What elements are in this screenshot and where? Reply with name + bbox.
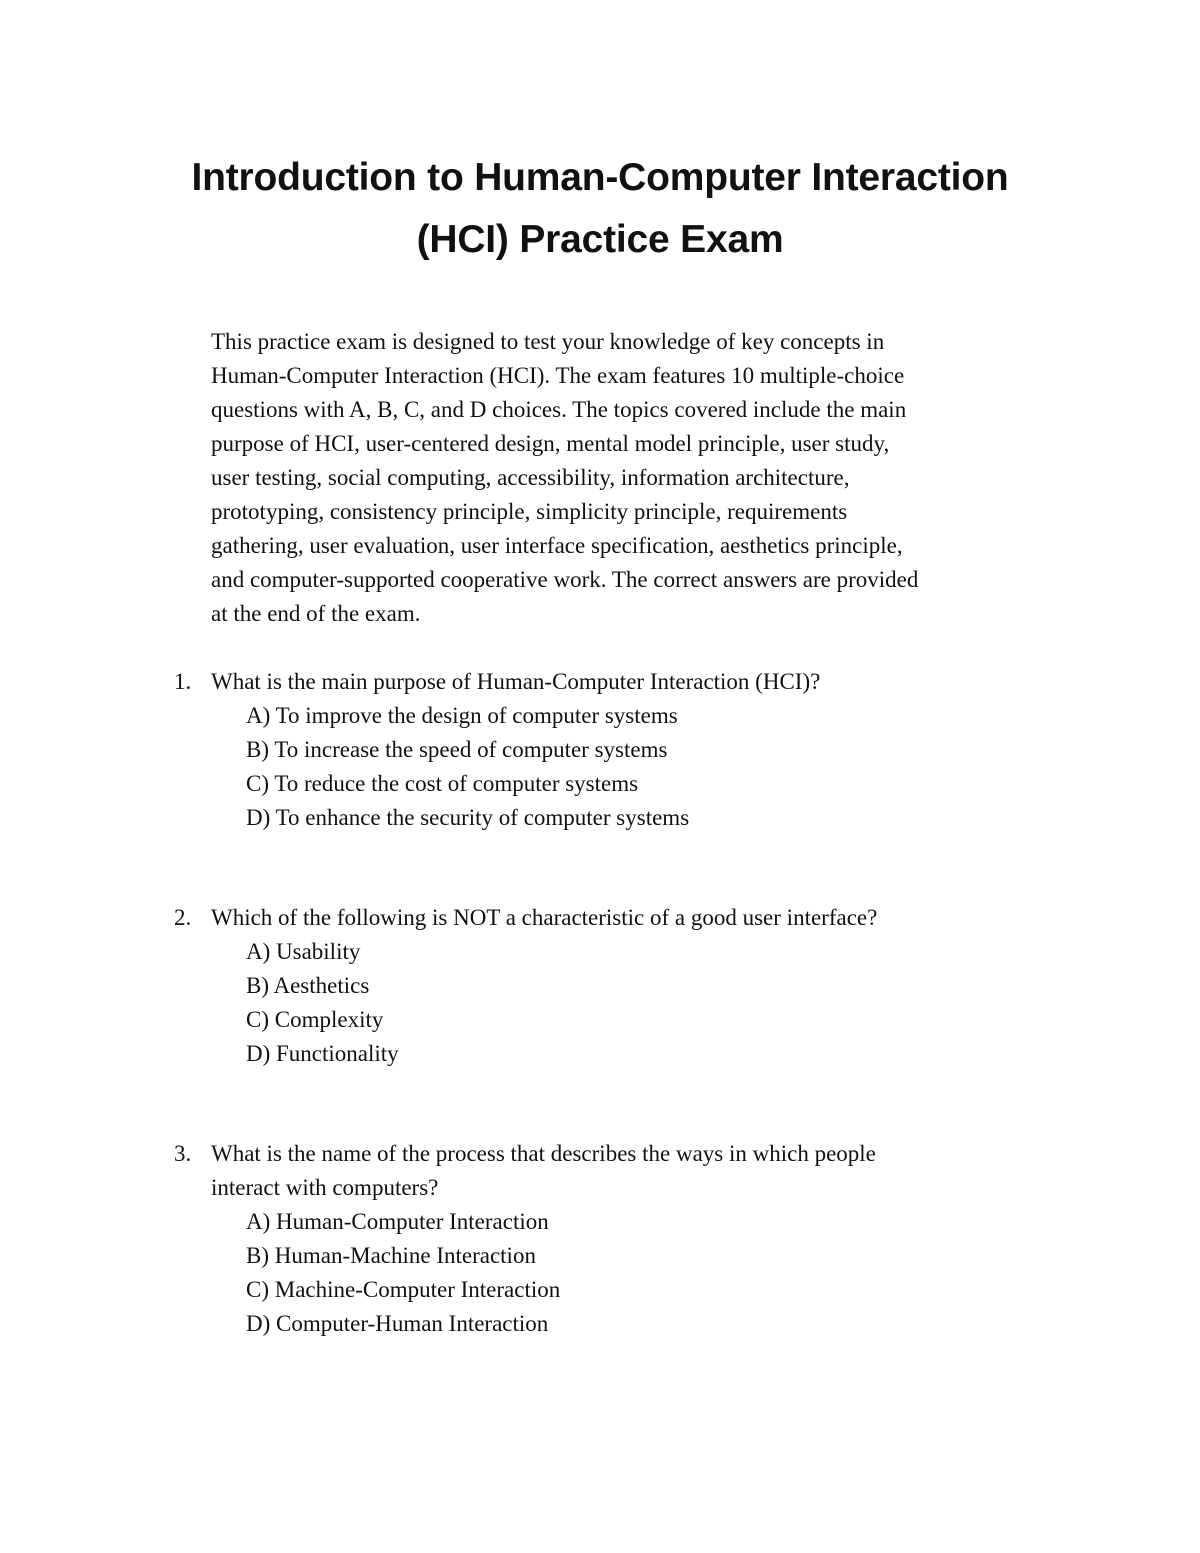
question-3 xyxy=(160,1137,1060,1341)
question-text-line: Which of the following is NOT a characteristic of a good user interface? xyxy=(211,905,878,930)
answer-option-d: D) To enhance the security of computer systems xyxy=(246,805,690,830)
answer-options xyxy=(160,935,1060,1071)
question-text-line: interact with computers? xyxy=(211,1175,439,1200)
answer-option-a: A) Human-Computer Interaction xyxy=(246,1209,549,1234)
answer-option-d: D) Functionality xyxy=(246,1041,399,1066)
answer-option-b: B) To increase the speed of computer systems xyxy=(246,737,668,762)
intro-line: purpose of HCI, user-centered design, mental model principle, user study, xyxy=(211,431,890,456)
question-text-line: What is the name of the process that describes the ways in which people xyxy=(211,1141,876,1166)
answer-option-c: C) Complexity xyxy=(246,1007,384,1032)
question-stem xyxy=(160,665,1060,699)
intro-line: and computer-supported cooperative work. The correct answers are provided xyxy=(211,567,919,592)
intro-line: Human-Computer Interaction (HCI). The exam features 10 multiple-choice xyxy=(211,363,905,388)
title-line-2: (HCI) Practice Exam xyxy=(416,218,784,261)
question-number: 3. xyxy=(174,1141,192,1166)
question-text xyxy=(211,901,1060,935)
intro-paragraph xyxy=(211,325,1081,631)
intro-line: questions with A, B, C, and D choices. The topics covered include the main xyxy=(211,397,907,422)
question-number: 2. xyxy=(174,905,192,930)
question-text xyxy=(211,1137,1060,1205)
answer-option-b: B) Aesthetics xyxy=(246,973,370,998)
page-title xyxy=(100,147,1100,271)
intro-line: prototyping, consistency principle, simplicity principle, requirements xyxy=(211,499,848,524)
intro-line: user testing, social computing, accessibility, information architecture, xyxy=(211,465,850,490)
answer-option-a: A) Usability xyxy=(246,939,361,964)
intro-line: at the end of the exam. xyxy=(211,601,421,626)
answer-option-b: B) Human-Machine Interaction xyxy=(246,1243,536,1268)
answer-option-c: C) To reduce the cost of computer systems xyxy=(246,771,639,796)
intro-line: gathering, user evaluation, user interface specification, aesthetics principle, xyxy=(211,533,903,558)
answer-options xyxy=(160,1205,1060,1341)
answer-option-a: A) To improve the design of computer systems xyxy=(246,703,678,728)
intro-line: This practice exam is designed to test your knowledge of key concepts in xyxy=(211,329,885,354)
title-line-1: Introduction to Human-Computer Interaction xyxy=(191,156,1009,199)
question-number: 1. xyxy=(174,669,192,694)
answer-option-d: D) Computer-Human Interaction xyxy=(246,1311,549,1336)
question-text-line: What is the main purpose of Human-Computer Interaction (HCI)? xyxy=(211,669,821,694)
question-stem xyxy=(160,1137,1060,1205)
question-1 xyxy=(160,665,1060,835)
answer-options xyxy=(160,699,1060,835)
question-text xyxy=(211,665,1060,699)
question-stem xyxy=(160,901,1060,935)
question-2 xyxy=(160,901,1060,1071)
answer-option-c: C) Machine-Computer Interaction xyxy=(246,1277,561,1302)
